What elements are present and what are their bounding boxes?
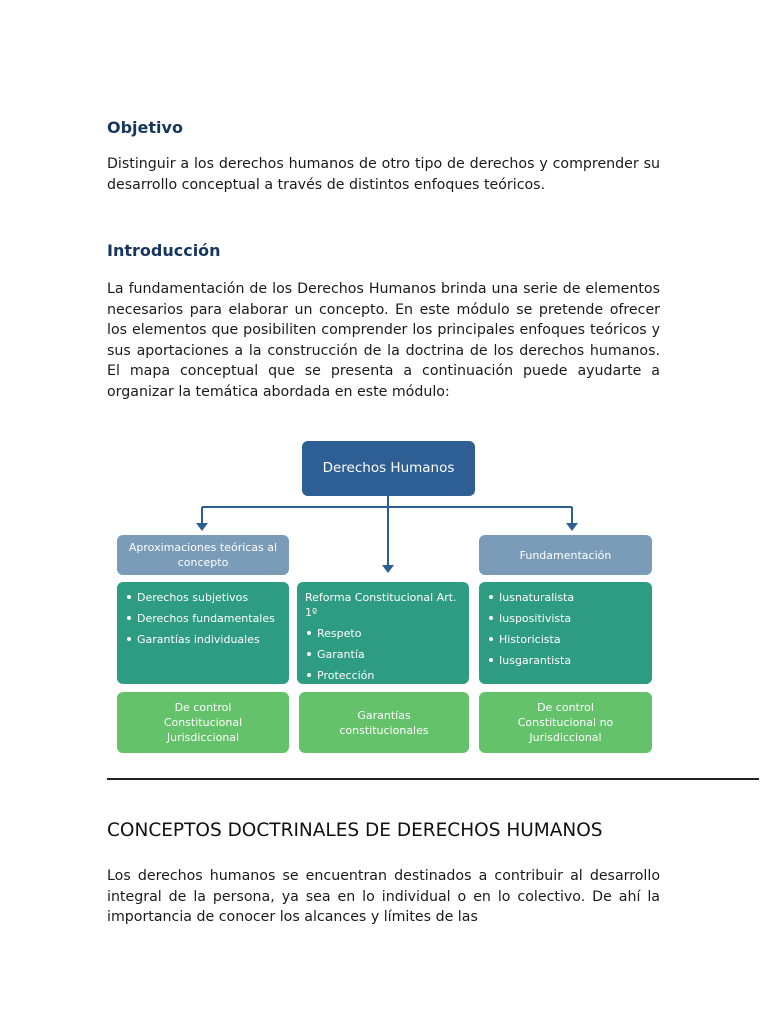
introduction-heading: Introducción <box>107 241 221 260</box>
node-right-list <box>479 582 652 684</box>
section-divider <box>107 778 759 780</box>
arrow-middle-icon <box>382 565 394 573</box>
node-aproximaciones-teoricas: Aproximaciones teóricas al concepto <box>117 535 289 575</box>
list-item: Historicista <box>487 632 644 647</box>
node-left-footer: De control Constitucional Jurisdiccional <box>117 692 289 753</box>
node-middle-list <box>297 582 469 684</box>
node-fundamentacion: Fundamentación <box>479 535 652 575</box>
list-item: Protección <box>305 668 461 683</box>
node-middle-footer: Garantías constitucionales <box>299 692 469 753</box>
list-item: Respeto <box>305 626 461 641</box>
list-item: Derechos subjetivos <box>125 590 281 605</box>
arrow-right-icon <box>566 523 578 531</box>
node-reforma-title: Reforma Constitucional Art. 1º <box>305 591 457 619</box>
doctrinal-paragraph: Los derechos humanos se encuentran destinados a contribuir al desarrollo integral de la persona, ya sea en lo individual o en lo colectivo. De ahí la importancia de conocer los alcances y límites de las <box>107 868 660 925</box>
objective-paragraph: Distinguir a los derechos humanos de otro tipo de derechos y comprender su desarrollo conceptual a través de distintos enfoques teóricos. <box>107 156 660 193</box>
list-item: Iusnaturalista <box>487 590 644 605</box>
list-item: Iusgarantista <box>487 653 644 668</box>
list-item: Iuspositivista <box>487 611 644 626</box>
list-item: Derechos fundamentales <box>125 611 281 626</box>
section-title: CONCEPTOS DOCTRINALES DE DERECHOS HUMANOS <box>107 820 603 841</box>
node-left-list <box>117 582 289 684</box>
list-item: Garantía <box>305 647 461 662</box>
node-derechos-humanos: Derechos Humanos <box>302 441 475 496</box>
list-item: Garantías individuales <box>125 632 281 647</box>
introduction-paragraph: La fundamentación de los Derechos Humanos brinda una serie de elementos necesarios para elaborar un concepto. En este módulo se pretende ofrecer los elementos que posibiliten comprender los principales enfoques teóricos y sus aportaciones a la construcción de la doctrina de los derechos humanos. El mapa conceptual que se presenta a continuación puede ayudarte a organizar la temática abordada en este módulo: <box>107 281 660 400</box>
arrow-left-icon <box>196 523 208 531</box>
node-right-footer: De control Constitucional no Jurisdiccional <box>479 692 652 753</box>
objective-heading: Objetivo <box>107 118 183 137</box>
